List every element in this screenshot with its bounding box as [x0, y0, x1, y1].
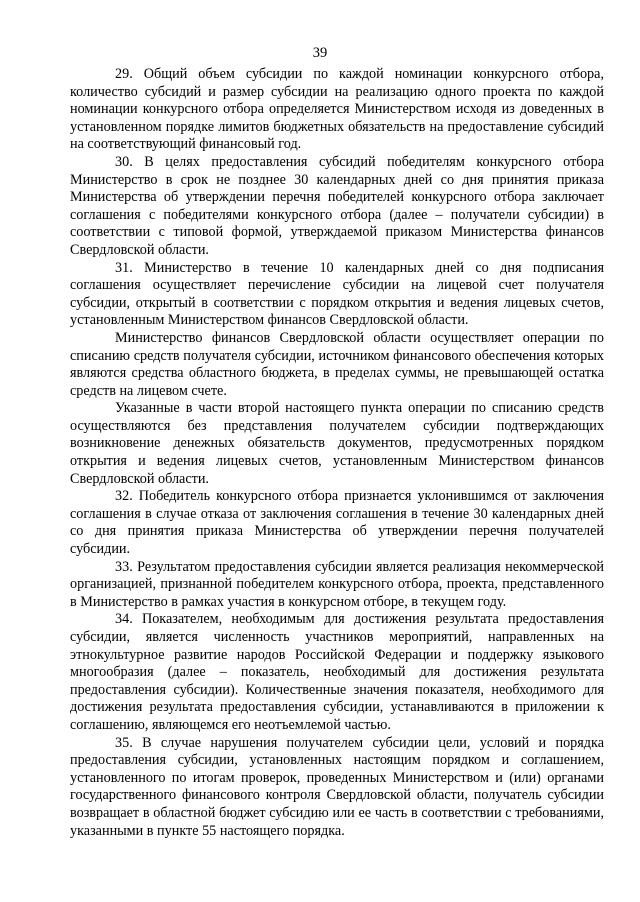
paragraph-30: 30. В целях предоставления субсидий победителям конкурсного отбора Министерство в срок не позднее 30 календарных дней со дня принятия приказа Министерства об утверждении перечня победителей конкурсного отбора заключает соглашения с победителями конкурсного отбора (далее – получатели субсидии) в соответствии с типовой формой, утверждаемой приказом Министерства финансов Свердловской области.: [70, 153, 604, 258]
page-number: 39: [312, 45, 328, 61]
paragraph-31: 31. Министерство в течение 10 календарных дней со дня подписания соглашения осуществляет перечисление субсидии на лицевой счет получателя субсидии, открытый в соответствии с порядком открытия и ведения лицевых счетов, установленным Министерством финансов Свердловской области.: [70, 259, 604, 329]
paragraph-32: 32. Победитель конкурсного отбора признается уклонившимся от заключения соглашения в случае отказа от заключения соглашения в течение 30 календарных дней со дня принятия приказа Министерства об утверждении перечня получателей субсидии.: [70, 488, 604, 558]
paragraph-34: 34. Показателем, необходимым для достижения результата предоставления субсидии, является численность участников мероприятий, направленных на этнокультурное развитие народов Российской Федерации и поддержку языкового многообразия (далее – показатель, необходимый для достижения результата предоставления субсидии). Количественные значения показателя, необходимого для достижения результата предоставления субсидии, устанавливаются в приложении к соглашению, являющемся его неотъемлемой частью.: [70, 611, 604, 733]
paragraph-35: 35. В случае нарушения получателем субсидии цели, условий и порядка предоставления субсидии, установленных настоящим порядком и соглашением, установленного по итогам проверок, проведенных Министерством и (или) органами государственного финансового контроля Свердловской области, получатель субсидии возвращает в областной бюджет субсидию или ее часть в соответствии с требованиями, указанными в пункте 55 настоящего порядка.: [70, 734, 604, 839]
paragraph-31-part-2: Министерство финансов Свердловской области осуществляет операции по списанию средств получателя субсидии, источником финансового обеспечения которых являются средства областного бюджета, в пределах суммы, не превышающей остатка средств на лицевом счете.: [70, 329, 604, 399]
paragraph-33: 33. Результатом предоставления субсидии является реализация некоммерческой организацией, признанной победителем конкурсного отбора, проекта, представленного в Министерство в рамках участия в конкурсном отборе, в текущем году.: [70, 558, 604, 610]
paragraph-29: 29. Общий объем субсидии по каждой номинации конкурсного отбора, количество субсидий и размер субсидии на реализацию одного проекта по каждой номинации конкурсного отбора определяется Министерством исходя из доведенных в установленном порядке лимитов бюджетных обязательств на предоставление субсидий на соответствующий финансовый год.: [70, 66, 604, 153]
document-body: [70, 66, 604, 840]
paragraph-31-part-3: Указанные в части второй настоящего пункта операции по списанию средств осуществляются без представления получателем субсидии подтверждающих возникновение денежных обязательств документов, предусмотренных порядком открытия и ведения лицевых счетов, установленным Министерством финансов Свердловской области.: [70, 400, 604, 487]
